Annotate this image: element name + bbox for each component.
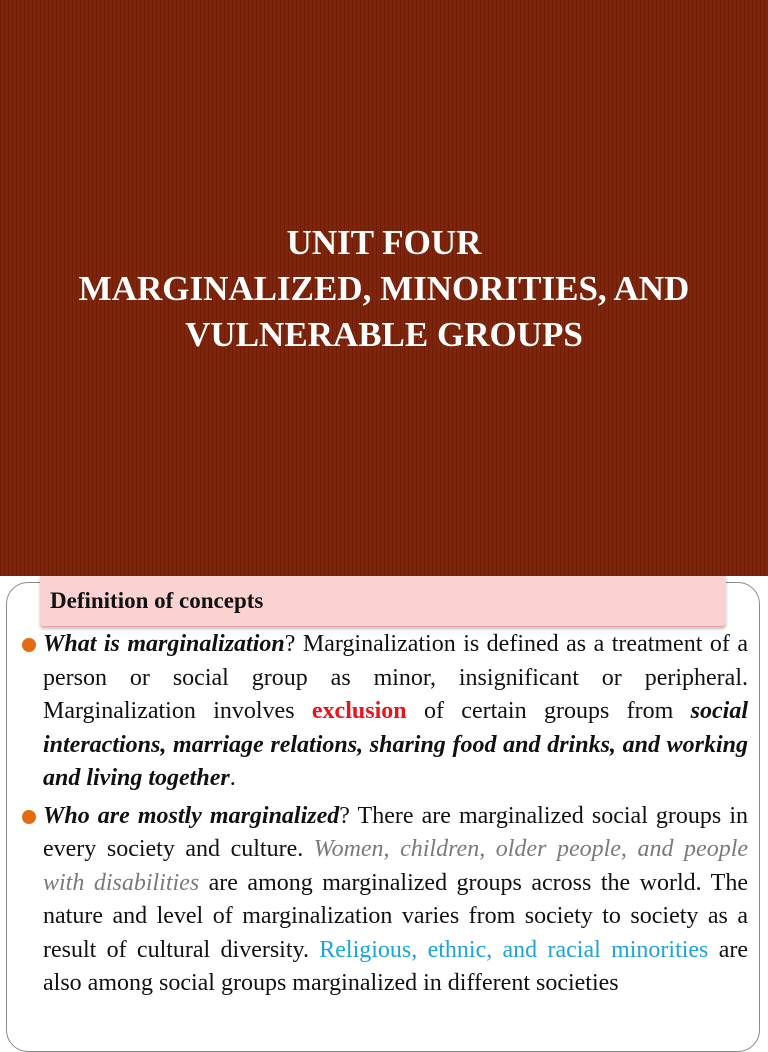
bullet-list bbox=[22, 628, 748, 1005]
definition-text-3: . bbox=[229, 765, 236, 791]
bullet-text bbox=[43, 628, 748, 796]
section-heading: Definition of concepts bbox=[50, 588, 264, 613]
slide-title bbox=[0, 220, 768, 358]
bullet-dot-icon bbox=[22, 810, 36, 824]
definition-text: ? Marginalization is defined as a treatment of a person or social group as minor, insignificant or peripheral. Marginalization involves bbox=[43, 631, 748, 724]
exclusion-areas: social interactions, marriage relations, sharing food and drinks, and working and living together bbox=[43, 698, 748, 791]
bullet-text bbox=[43, 800, 748, 1001]
exclusion-highlight: exclusion bbox=[311, 698, 407, 724]
answer-text-2: are among marginalized groups across the world. The nature and level of marginalization varies from society to society as a result of cultural diversity. bbox=[43, 869, 748, 963]
bullet-dot-icon bbox=[22, 638, 36, 652]
definition-text-2: of certain groups from bbox=[406, 698, 691, 724]
answer-text: ? There are marginalized social groups in every society and culture. bbox=[43, 802, 749, 862]
bullet-item-who-marginalized bbox=[22, 800, 748, 1001]
minorities-highlight: Religious, ethnic, and racial minorities bbox=[319, 936, 709, 963]
marginalized-groups: Women, children, older people, and people with disabilities bbox=[43, 836, 749, 896]
question-term: What is marginalization bbox=[43, 631, 285, 657]
question-term: Who are mostly marginalized bbox=[43, 802, 340, 829]
title-line-2: MARGINALIZED, MINORITIES, AND bbox=[78, 269, 690, 308]
title-line-1: UNIT FOUR bbox=[286, 223, 482, 262]
answer-text-3: are also among social groups marginalized in different societies bbox=[43, 936, 749, 996]
title-line-3: VULNERABLE GROUPS bbox=[185, 315, 583, 354]
content-slide bbox=[0, 576, 768, 1024]
heading-box bbox=[40, 576, 726, 627]
bullet-item-marginalization bbox=[22, 628, 748, 796]
